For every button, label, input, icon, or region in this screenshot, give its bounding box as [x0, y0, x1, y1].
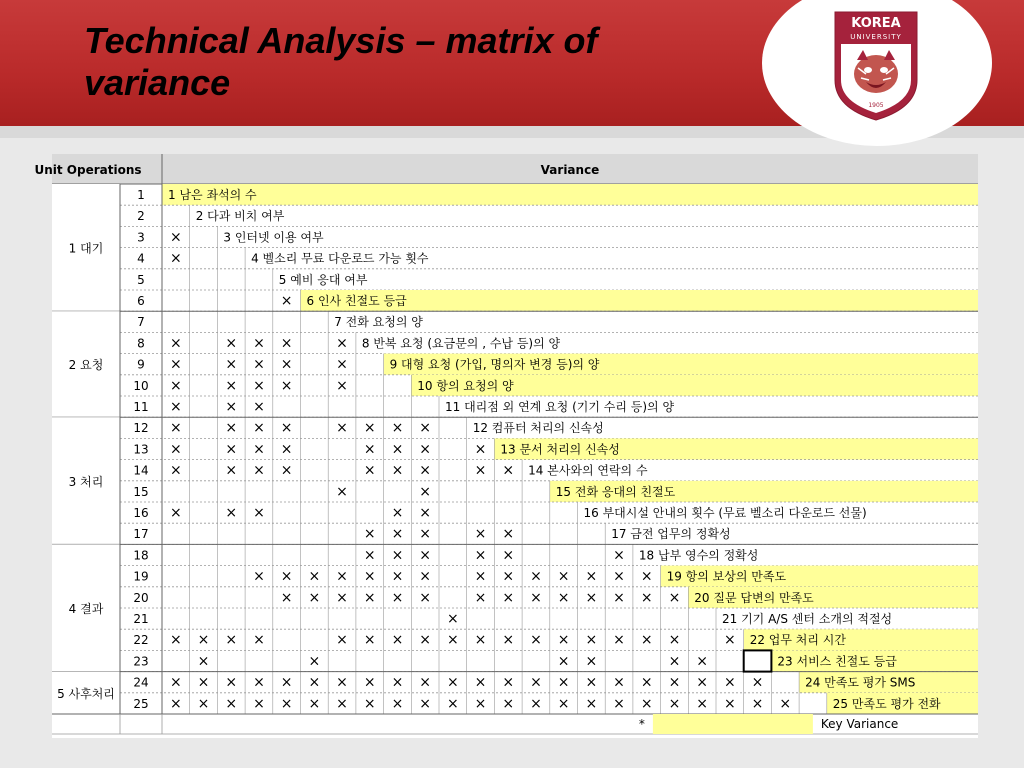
variance-mark: × — [253, 399, 265, 415]
variance-mark: × — [308, 653, 321, 670]
variance-label: 16 부대시설 안내의 횟수 (무료 벨소리 다운로드 선물) — [583, 506, 867, 520]
variance-mark: × — [253, 441, 265, 458]
variance-mark: × — [585, 589, 598, 606]
variance-mark: × — [308, 674, 321, 691]
variance-label: 15 전화 응대의 친절도 — [555, 484, 676, 499]
row-number: 5 — [137, 272, 145, 287]
variance-mark: × — [391, 441, 404, 458]
variance-mark: × — [502, 568, 515, 585]
variance-label: 22 업무 처리 시간 — [749, 633, 846, 648]
header-row-bg — [52, 154, 978, 184]
variance-mark: × — [391, 462, 404, 479]
variance-mark: × — [253, 462, 265, 479]
variance-mark: × — [197, 632, 210, 649]
variance-mark: × — [253, 356, 265, 373]
variance-mark: × — [474, 632, 487, 649]
variance-label: 8 반복 요청 (요금문의 , 수납 등)의 양 — [361, 336, 561, 351]
variance-mark: × — [253, 377, 265, 394]
variance-mark: × — [502, 674, 515, 691]
row-number: 14 — [133, 463, 149, 478]
row-number: 3 — [137, 230, 145, 245]
variance-mark: × — [225, 399, 238, 415]
variance-mark: × — [419, 695, 432, 712]
variance-mark: × — [474, 462, 487, 479]
variance-mark: × — [474, 441, 487, 458]
variance-mark: × — [419, 526, 432, 543]
variance-mark: × — [502, 632, 515, 649]
legend-swatch — [653, 714, 813, 734]
variance-mark: × — [308, 695, 321, 712]
variance-mark: × — [280, 568, 293, 585]
variance-mark: × — [502, 589, 515, 606]
slide-title — [84, 20, 764, 104]
variance-mark: × — [640, 674, 653, 691]
variance-mark: × — [280, 420, 293, 437]
variance-mark: × — [363, 547, 376, 564]
row-number: 2 — [137, 209, 145, 224]
variance-mark: × — [308, 589, 321, 606]
variance-mark: × — [446, 674, 459, 691]
variance-mark: × — [391, 547, 404, 564]
title-line-1: Technical Analysis – matrix of — [84, 20, 598, 61]
variance-mark: × — [502, 526, 515, 543]
variance-label: 1 남은 좌석의 수 — [168, 188, 257, 202]
variance-mark: × — [280, 293, 293, 309]
variance-mark: × — [280, 377, 293, 394]
variance-mark: × — [336, 695, 348, 712]
row-number: 10 — [133, 378, 149, 393]
row-number: 4 — [137, 251, 145, 266]
variance-mark: × — [253, 568, 265, 585]
variance-label: 6 인사 친절도 등급 — [306, 294, 407, 308]
variance-mark: × — [696, 674, 709, 691]
legend-text: Key Variance — [820, 717, 899, 731]
variance-mark: × — [419, 589, 432, 606]
variance-mark: × — [419, 547, 432, 564]
variance-mark: × — [336, 335, 348, 352]
variance-mark: × — [336, 483, 348, 500]
variance-mark: × — [668, 653, 681, 670]
variance-mark: × — [668, 632, 681, 649]
unit-operations-header: Unit Operations — [34, 163, 142, 177]
variance-mark: × — [530, 695, 542, 712]
variance-mark: × — [585, 632, 598, 649]
row-number: 9 — [137, 357, 145, 372]
variance-mark: × — [474, 526, 487, 543]
variance-label: 10 항의 요청의 양 — [417, 378, 514, 393]
variance-mark: × — [474, 589, 487, 606]
group-label: 3 처리 — [68, 474, 104, 489]
variance-mark: × — [613, 632, 625, 649]
variance-mark: × — [253, 505, 265, 521]
variance-mark: × — [419, 420, 432, 437]
row-number: 12 — [133, 421, 149, 436]
variance-mark: × — [197, 695, 210, 712]
variance-mark: × — [363, 695, 376, 712]
row-number: 18 — [133, 548, 149, 563]
variance-mark: × — [585, 695, 598, 712]
variance-mark: × — [363, 589, 376, 606]
variance-mark: × — [280, 441, 293, 458]
variance-mark: × — [391, 674, 404, 691]
variance-mark: × — [169, 335, 182, 352]
variance-mark: × — [391, 695, 404, 712]
variance-mark: × — [169, 377, 182, 394]
variance-mark: × — [474, 695, 487, 712]
variance-mark: × — [557, 568, 570, 585]
variance-mark: × — [613, 568, 625, 585]
logo-text-top: KOREA — [851, 16, 901, 31]
variance-label: 2 다과 비치 여부 — [195, 209, 285, 224]
variance-mark: × — [419, 441, 432, 458]
variance-label: 4 벨소리 무료 다운로드 가능 횟수 — [251, 251, 429, 266]
variance-mark: × — [751, 695, 764, 712]
variance-label: 21 기기 A/S 센터 소개의 적절성 — [722, 612, 893, 626]
variance-mark: × — [225, 377, 238, 394]
variance-mark: × — [280, 335, 293, 352]
variance-matrix-grid — [34, 154, 978, 738]
variance-mark: × — [336, 356, 348, 373]
variance-mark: × — [225, 505, 238, 521]
variance-label: 9 대형 요청 (가입, 명의자 변경 등)의 양 — [389, 357, 600, 372]
group-label: 1 대기 — [68, 241, 104, 256]
row-number: 8 — [137, 336, 145, 351]
row-number: 25 — [133, 696, 149, 711]
row-number: 17 — [133, 527, 149, 542]
variance-mark: × — [336, 674, 348, 691]
variance-mark: × — [723, 695, 736, 712]
variance-label: 23 서비스 친절도 등급 — [777, 654, 897, 669]
variance-mark: × — [280, 462, 293, 479]
title-line-2: variance — [84, 62, 231, 103]
variance-mark: × — [419, 505, 432, 521]
group-label: 2 요청 — [68, 358, 104, 373]
group-label: 4 결과 — [68, 602, 104, 616]
variance-mark: × — [696, 653, 709, 670]
variance-mark: × — [197, 674, 210, 691]
variance-mark: × — [419, 568, 432, 585]
row-number: 16 — [133, 506, 149, 520]
variance-mark: × — [668, 674, 681, 691]
tiger-crest-icon — [854, 50, 898, 93]
variance-mark: × — [336, 568, 348, 585]
variance-mark: × — [640, 568, 653, 585]
variance-mark: × — [530, 589, 542, 606]
variance-mark: × — [530, 674, 542, 691]
variance-mark: × — [253, 335, 265, 352]
variance-mark: × — [336, 632, 348, 649]
variance-mark: × — [557, 632, 570, 649]
variance-mark: × — [779, 695, 792, 712]
variance-mark: × — [419, 632, 432, 649]
variance-mark: × — [391, 632, 404, 649]
variance-label: 18 납부 영수의 정확성 — [638, 548, 759, 563]
variance-mark: × — [557, 695, 570, 712]
variance-mark: × — [474, 674, 487, 691]
variance-mark: × — [530, 632, 542, 649]
variance-label: 19 항의 보상의 만족도 — [666, 569, 787, 584]
variance-header: Variance — [540, 163, 600, 177]
variance-label: 13 문서 처리의 신속성 — [500, 442, 620, 457]
variance-mark: × — [225, 335, 238, 352]
selected-cell — [744, 650, 772, 671]
variance-mark: × — [169, 441, 182, 458]
variance-mark: × — [280, 695, 293, 712]
variance-label: 25 만족도 평가 전화 — [832, 696, 941, 711]
row-number: 24 — [133, 675, 149, 690]
variance-mark: × — [530, 568, 542, 585]
variance-mark: × — [613, 695, 625, 712]
group-label: 5 사후처리 — [57, 686, 115, 701]
variance-mark: × — [391, 505, 404, 521]
row-number: 22 — [133, 633, 149, 648]
variance-label: 3 인터넷 이용 여부 — [223, 230, 324, 245]
variance-mark: × — [225, 356, 238, 373]
variance-label: 24 만족도 평가 SMS — [805, 675, 916, 690]
variance-mark: × — [502, 462, 515, 479]
variance-mark: × — [225, 462, 238, 479]
variance-mark: × — [446, 611, 459, 627]
variance-mark: × — [391, 568, 404, 585]
row-number: 23 — [133, 654, 149, 669]
variance-mark: × — [280, 589, 293, 606]
variance-mark: × — [751, 674, 764, 691]
variance-label: 7 전화 요청의 양 — [334, 315, 423, 330]
variance-mark: × — [225, 420, 238, 437]
variance-mark: × — [253, 695, 265, 712]
variance-mark: × — [253, 632, 265, 649]
variance-mark: × — [363, 632, 376, 649]
variance-label: 12 컴퓨터 처리의 신속성 — [472, 421, 604, 436]
row-number: 15 — [133, 484, 149, 499]
variance-label: 20 질문 답변의 만족도 — [694, 590, 814, 605]
variance-mark: × — [585, 674, 598, 691]
variance-mark: × — [668, 695, 681, 712]
variance-mark: × — [336, 589, 348, 606]
variance-mark: × — [557, 674, 570, 691]
variance-mark: × — [391, 420, 404, 437]
row-number: 19 — [133, 569, 149, 584]
variance-mark: × — [391, 526, 404, 543]
variance-mark: × — [169, 250, 182, 267]
key-variance-highlight — [162, 184, 978, 205]
variance-label: 5 예비 응대 여부 — [278, 272, 368, 287]
variance-mark: × — [169, 695, 182, 712]
variance-mark: × — [253, 420, 265, 437]
variance-mark: × — [169, 462, 182, 479]
variance-mark: × — [169, 505, 182, 521]
logo-text-bottom: UNIVERSITY — [850, 33, 902, 41]
row-number: 11 — [133, 400, 149, 414]
logo-year: 1905 — [868, 102, 884, 109]
variance-mark: × — [169, 420, 182, 437]
variance-mark: × — [640, 695, 653, 712]
variance-mark: × — [613, 674, 625, 691]
variance-label: 14 본사와의 연락의 수 — [528, 463, 648, 478]
variance-mark: × — [253, 674, 265, 691]
variance-mark: × — [169, 229, 182, 246]
variance-mark: × — [336, 420, 348, 437]
variance-mark: × — [613, 589, 625, 606]
row-number: 6 — [137, 294, 145, 308]
variance-mark: × — [557, 653, 570, 670]
variance-mark: × — [225, 695, 238, 712]
variance-mark: × — [474, 568, 487, 585]
variance-mark: × — [585, 653, 598, 670]
variance-mark: × — [502, 695, 515, 712]
row-number: 13 — [133, 442, 149, 457]
variance-mark: × — [502, 547, 515, 564]
variance-mark: × — [446, 632, 459, 649]
variance-label: 17 금전 업무의 정확성 — [611, 527, 731, 542]
variance-mark: × — [557, 589, 570, 606]
variance-mark: × — [169, 674, 182, 691]
legend-marker: * — [638, 717, 645, 731]
variance-mark: × — [613, 547, 625, 564]
variance-mark: × — [446, 695, 459, 712]
row-number: 7 — [137, 315, 145, 330]
variance-mark: × — [169, 632, 182, 649]
row-number: 1 — [137, 188, 145, 202]
variance-mark: × — [280, 674, 293, 691]
variance-mark: × — [363, 674, 376, 691]
variance-mark: × — [419, 483, 432, 500]
row-number: 20 — [133, 590, 149, 605]
variance-label: 11 대리점 외 연계 요청 (기기 수리 등)의 양 — [445, 400, 675, 414]
variance-mark: × — [640, 632, 653, 649]
variance-mark: × — [723, 632, 736, 649]
variance-mark: × — [169, 356, 182, 373]
variance-mark: × — [419, 674, 432, 691]
variance-mark: × — [169, 399, 182, 415]
variance-mark: × — [280, 356, 293, 373]
variance-mark: × — [225, 441, 238, 458]
variance-mark: × — [363, 420, 376, 437]
variance-mark: × — [197, 653, 210, 670]
variance-mark: × — [225, 632, 238, 649]
variance-mark: × — [225, 674, 238, 691]
university-logo — [833, 10, 919, 122]
variance-mark: × — [391, 589, 404, 606]
variance-mark: × — [363, 462, 376, 479]
variance-mark: × — [363, 568, 376, 585]
variance-mark: × — [363, 526, 376, 543]
variance-mark: × — [336, 377, 348, 394]
variance-mark: × — [585, 568, 598, 585]
variance-mark: × — [668, 589, 681, 606]
variance-mark: × — [474, 547, 487, 564]
variance-mark: × — [419, 462, 432, 479]
variance-mark: × — [308, 568, 321, 585]
row-number: 21 — [133, 612, 149, 626]
variance-mark: × — [640, 589, 653, 606]
variance-mark: × — [696, 695, 709, 712]
variance-mark: × — [363, 441, 376, 458]
variance-mark: × — [723, 674, 736, 691]
variance-matrix — [34, 154, 978, 738]
